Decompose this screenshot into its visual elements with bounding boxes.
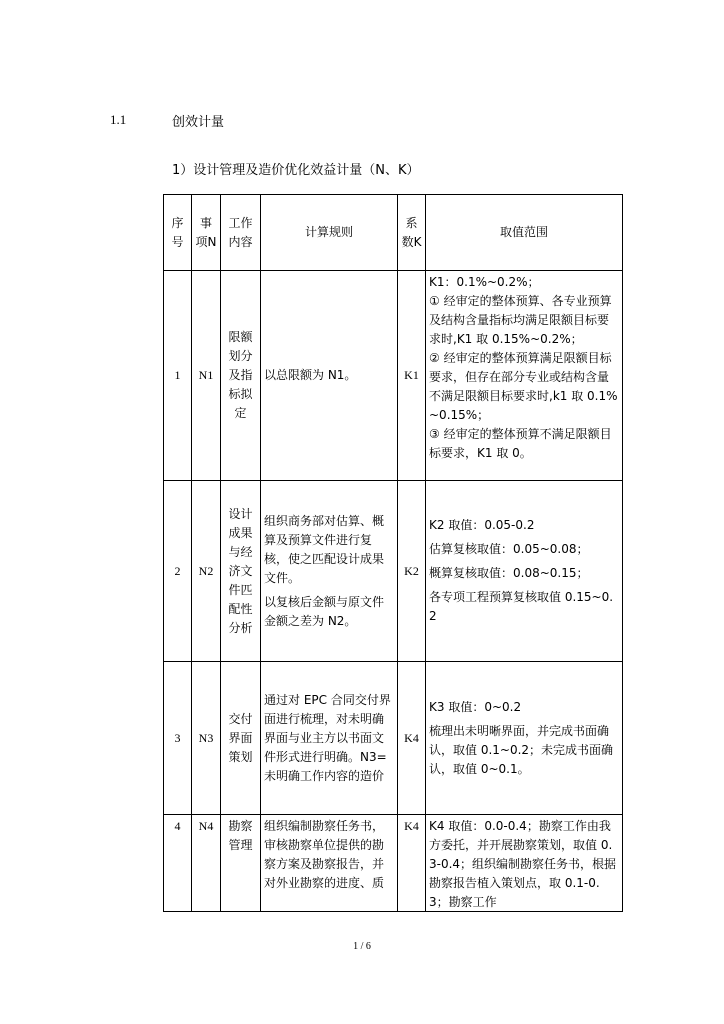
header-work: 工作内容 <box>221 195 261 271</box>
cell-item: N2 <box>192 481 221 662</box>
cell-work: 勘察管理 <box>221 815 261 912</box>
rule-text: 组织商务部对估算、概算及预算文件进行复核，使之匹配设计成果文件。 <box>264 513 385 585</box>
cell-rule <box>261 662 398 815</box>
header-rule: 计算规则 <box>261 195 398 271</box>
cell-no: 2 <box>164 481 192 662</box>
section-title: 创效计量 <box>172 115 225 130</box>
rule-text: 通过对 EPC 合同交付界面进行梳理，对未明确界面与业主方以书面文件形式进行明确。N3=未明确工作内容的造价 <box>264 692 391 783</box>
table-row <box>164 481 623 662</box>
range-text: ① 经审定的整体预算、各专业预算及结构含量指标均满足限额目标要求时,K1 取 0.15%~0.2%； <box>429 294 612 346</box>
range-text: 估算复核取值：0.05~0.08； <box>429 542 589 556</box>
range-text: 梳理出未明晰界面，并完成书面确认，取值 0.1~0.2；未完成书面确认，取值 0~0.1。 <box>429 723 614 776</box>
page-number: 1 / 6 <box>353 941 371 952</box>
cell-rule <box>261 815 398 912</box>
header-no: 序号 <box>164 195 192 271</box>
header-item: 事项N <box>192 195 221 271</box>
cell-work: 设计成果与经济文件匹配性分析 <box>221 481 261 662</box>
rule-text: 组织编制勘察任务书，审核勘察单位提供的勘察方案及勘察报告，并对外业勘察的进度、质 <box>264 819 385 890</box>
range-text: K1：0.1%~0.2%； <box>429 275 540 289</box>
table-row <box>164 815 623 912</box>
header-range: 取值范围 <box>426 195 623 271</box>
subsection-title: 1）设计管理及造价优化效益计量（N、K） <box>172 163 420 178</box>
table-header-row <box>164 195 623 271</box>
range-text: 概算复核取值：0.08~0.15； <box>429 566 589 580</box>
cell-k: K4 <box>398 815 426 912</box>
cell-rule <box>261 481 398 662</box>
cell-work: 限额划分及指标拟定 <box>221 271 261 481</box>
range-text: ③ 经审定的整体预算不满足限额目标要求，K1 取 0。 <box>429 427 612 460</box>
header-k: 系数K <box>398 195 426 271</box>
range-text: K3 取值：0~0.2 <box>429 699 522 714</box>
cell-no: 1 <box>164 271 192 481</box>
cell-range <box>426 481 623 662</box>
range-text: K4 取值：0.0-0.4；勘察工作由我方委托，并开展勘察策划，取值 0.3-0.4；组织编制勘察任务书，根据勘察报告植入策划点，取 0.1-0.3；勘察工作 <box>429 819 617 909</box>
cell-no: 3 <box>164 662 192 815</box>
cell-no: 4 <box>164 815 192 912</box>
cell-item: N1 <box>192 271 221 481</box>
rule-text: 以总限额为 N1。 <box>264 368 357 382</box>
cell-k: K1 <box>398 271 426 481</box>
table-row <box>164 271 623 481</box>
section-number: 1.1 <box>110 112 127 127</box>
cell-range <box>426 815 623 912</box>
table-row <box>164 662 623 815</box>
range-text: 各专项工程预算复核取值 0.15~0.2 <box>429 590 614 623</box>
cell-k: K4 <box>398 662 426 815</box>
cell-range <box>426 271 623 481</box>
cell-k: K2 <box>398 481 426 662</box>
cell-range <box>426 662 623 815</box>
range-text: K2 取值：0.05-0.2 <box>429 518 535 532</box>
valuation-table <box>163 194 623 912</box>
cell-item: N3 <box>192 662 221 815</box>
range-text: ② 经审定的整体预算满足限额目标要求，但存在部分专业或结构含量不满足限额目标要求时,k1 取 0.1%~0.15%； <box>429 351 618 422</box>
cell-item: N4 <box>192 815 221 912</box>
cell-work: 交付界面策划 <box>221 662 261 815</box>
cell-rule <box>261 271 398 481</box>
rule-text: 以复核后金额与原文件金额之差为 N2。 <box>264 594 385 628</box>
